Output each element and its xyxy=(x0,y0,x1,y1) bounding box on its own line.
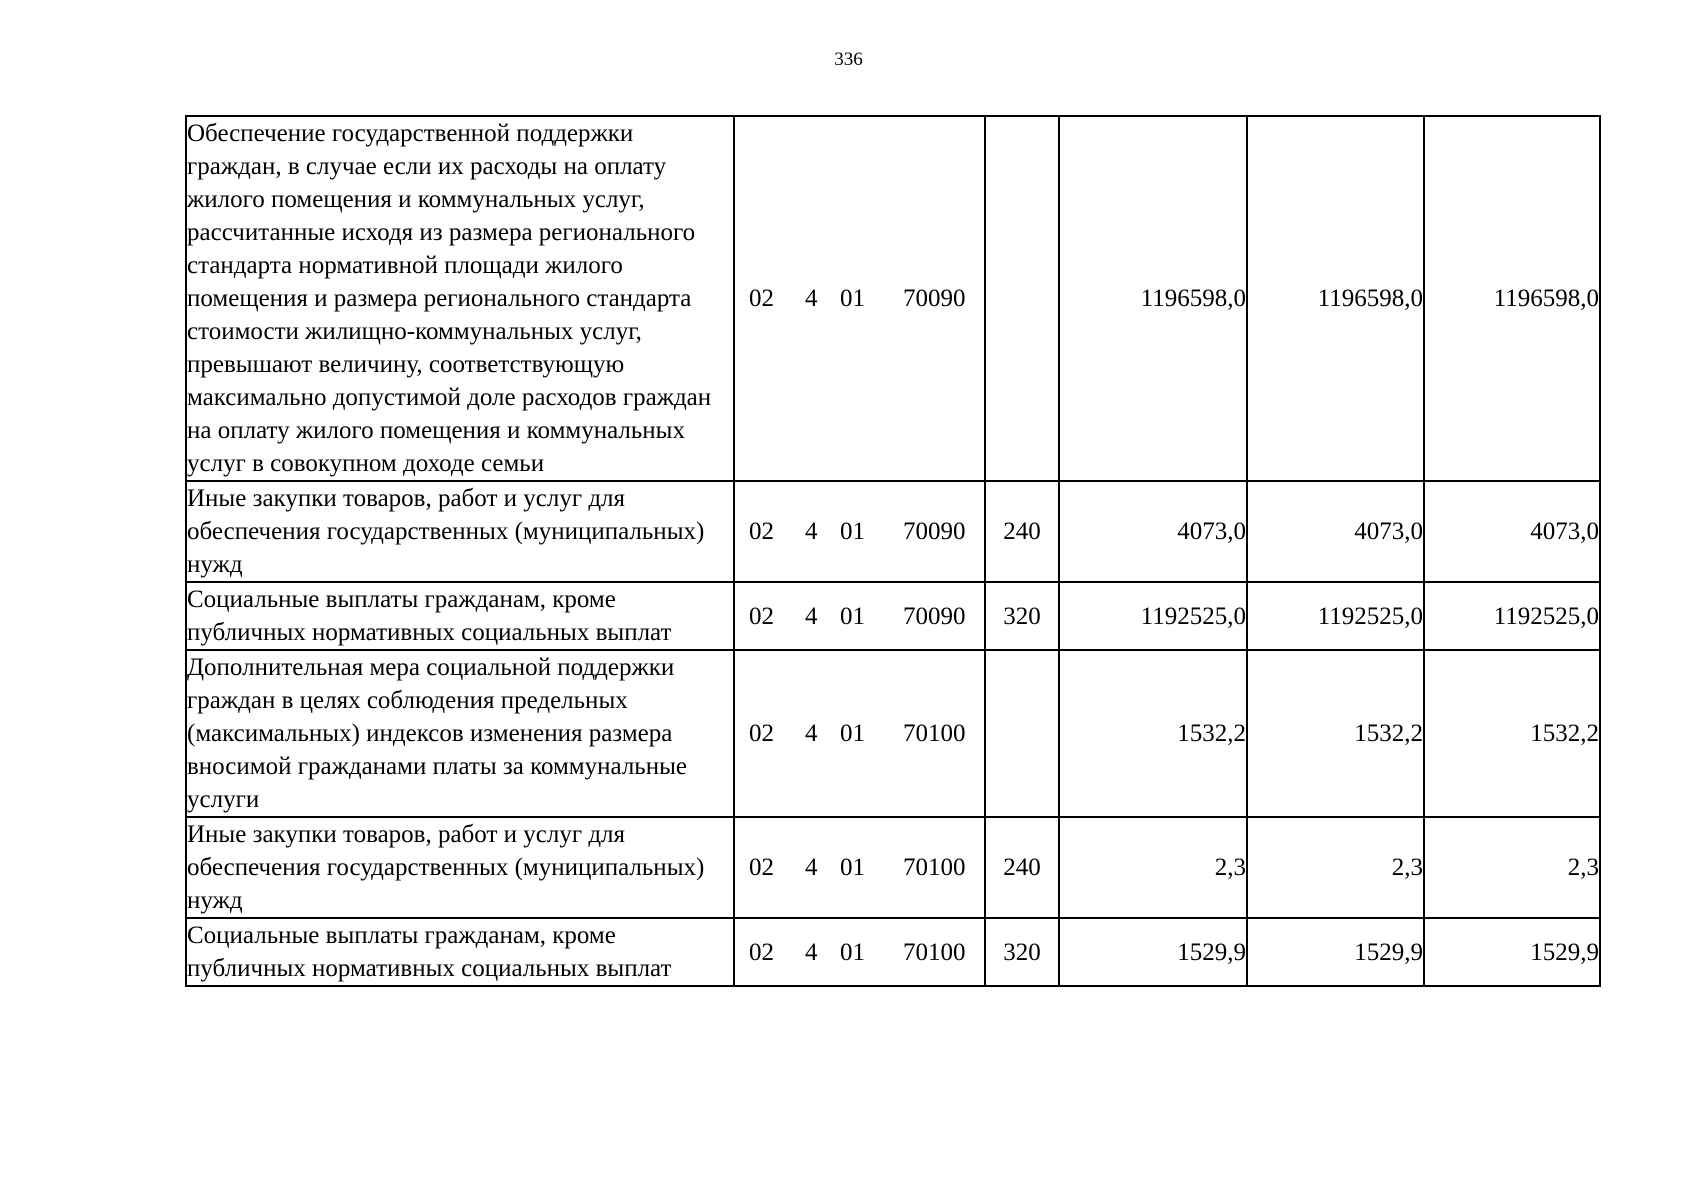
row-codes xyxy=(734,582,985,650)
expense-type: 240 xyxy=(985,481,1059,582)
code-main: 01 xyxy=(840,285,865,312)
code-type: 4 xyxy=(805,518,818,545)
row-description: Социальные выплаты гражданам, кроме публичных нормативных социальных выплат xyxy=(186,918,734,986)
page-number: 336 xyxy=(834,49,863,70)
amount-3: 1532,2 xyxy=(1424,650,1600,817)
amount-1: 1529,9 xyxy=(1059,918,1247,986)
row-codes xyxy=(734,481,985,582)
amount-1: 4073,0 xyxy=(1059,481,1247,582)
code-main: 01 xyxy=(840,854,865,881)
table-row xyxy=(186,481,1600,582)
amount-2: 4073,0 xyxy=(1247,481,1424,582)
code-program: 02 xyxy=(749,938,774,966)
row-codes xyxy=(734,918,985,986)
amount-3: 4073,0 xyxy=(1424,481,1600,582)
table-row xyxy=(186,582,1600,650)
expense-type: 320 xyxy=(985,918,1059,986)
code-main: 01 xyxy=(840,518,865,545)
row-description: Иные закупки товаров, работ и услуг для обеспечения государственных (муниципальных) нужд xyxy=(186,817,734,918)
code-type: 4 xyxy=(805,602,818,630)
row-codes xyxy=(734,116,985,481)
expense-type: 240 xyxy=(985,817,1059,918)
table-row xyxy=(186,918,1600,986)
amount-2: 2,3 xyxy=(1247,817,1424,918)
code-type: 4 xyxy=(805,720,818,747)
code-program: 02 xyxy=(749,854,774,881)
code-type: 4 xyxy=(805,854,818,881)
row-description: Обеспечение государственной поддержки граждан, в случае если их расходы на оплату жилого помещения и коммунальных услуг, рассчитанные исходя из размера регионального стандарта нормативной площади жилого помещения и размера регионального стандарта стоимости жилищно-коммунальных услуг, превышают величину, соответствующую максимально допустимой доле расходов граждан на оплату жилого помещения и коммунальных услуг в совокупном доходе семьи xyxy=(186,116,734,481)
code-program: 02 xyxy=(749,285,774,312)
code-type: 4 xyxy=(805,285,818,312)
amount-1: 1192525,0 xyxy=(1059,582,1247,650)
table-row xyxy=(186,650,1600,817)
amount-1: 2,3 xyxy=(1059,817,1247,918)
budget-table-body xyxy=(186,116,1600,986)
row-codes xyxy=(734,650,985,817)
code-direction: 70100 xyxy=(903,938,966,966)
expense-type xyxy=(985,116,1059,481)
row-description: Дополнительная мера социальной поддержки граждан в целях соблюдения предельных (максимальных) индексов изменения размера вносимой гражданами платы за коммунальные услуги xyxy=(186,650,734,817)
code-program: 02 xyxy=(749,720,774,747)
code-direction: 70090 xyxy=(903,285,966,312)
code-program: 02 xyxy=(749,602,774,630)
code-direction: 70100 xyxy=(903,720,966,747)
code-main: 01 xyxy=(840,720,865,747)
amount-3: 1196598,0 xyxy=(1424,116,1600,481)
code-program: 02 xyxy=(749,518,774,545)
table-row xyxy=(186,817,1600,918)
row-codes xyxy=(734,817,985,918)
amount-2: 1529,9 xyxy=(1247,918,1424,986)
amount-3: 1192525,0 xyxy=(1424,582,1600,650)
code-main: 01 xyxy=(840,602,865,630)
code-direction: 70090 xyxy=(903,518,966,545)
amount-3: 2,3 xyxy=(1424,817,1600,918)
row-description: Иные закупки товаров, работ и услуг для обеспечения государственных (муниципальных) нужд xyxy=(186,481,734,582)
code-main: 01 xyxy=(840,938,865,966)
amount-1: 1532,2 xyxy=(1059,650,1247,817)
amount-2: 1192525,0 xyxy=(1247,582,1424,650)
amount-2: 1196598,0 xyxy=(1247,116,1424,481)
table-row xyxy=(186,116,1600,481)
budget-table xyxy=(185,115,1601,987)
code-direction: 70090 xyxy=(903,602,966,630)
amount-3: 1529,9 xyxy=(1424,918,1600,986)
row-description: Социальные выплаты гражданам, кроме публичных нормативных социальных выплат xyxy=(186,582,734,650)
code-direction: 70100 xyxy=(903,854,966,881)
amount-1: 1196598,0 xyxy=(1059,116,1247,481)
code-type: 4 xyxy=(805,938,818,966)
expense-type: 320 xyxy=(985,582,1059,650)
amount-2: 1532,2 xyxy=(1247,650,1424,817)
expense-type xyxy=(985,650,1059,817)
